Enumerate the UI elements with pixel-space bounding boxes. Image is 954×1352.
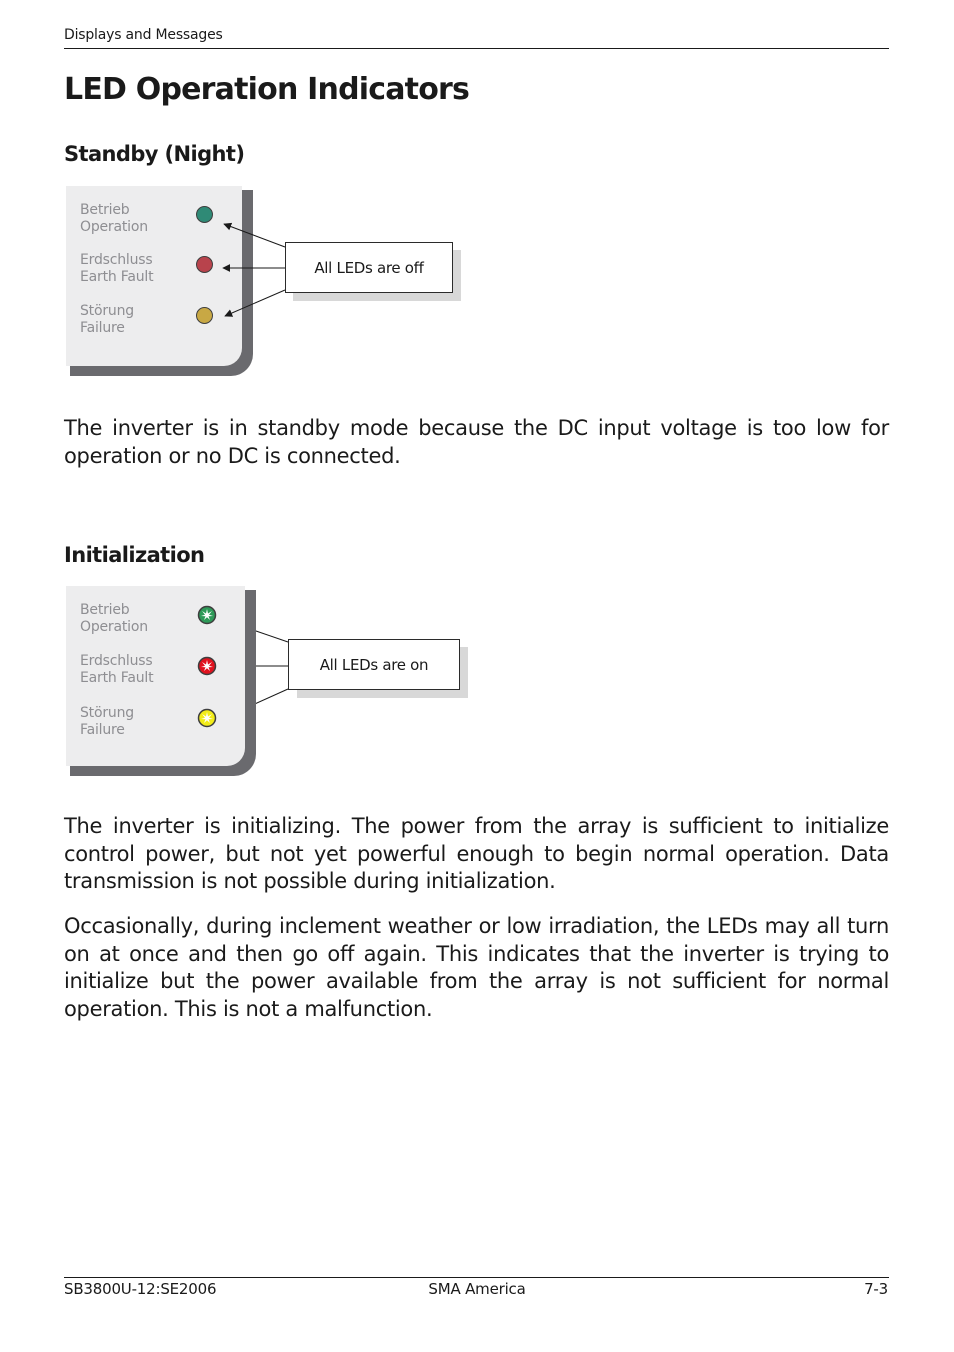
- led-label-de: Erdschluss: [80, 252, 153, 268]
- section-title-standby: Standby (Night): [64, 142, 245, 166]
- led-label-de: Störung: [80, 303, 134, 319]
- paragraph-initialization-1: The inverter is initializing. The power from the array is sufficient to initialize control power, but not yet powerful enough to begin normal operation. Data transmission is not possible during initialization.: [64, 814, 889, 893]
- led-label-en: Failure: [80, 320, 125, 336]
- panel-face: [66, 586, 245, 766]
- operation-led-lit-icon: [197, 605, 217, 625]
- arrow-to-failure: [225, 290, 285, 316]
- led-label-en: Earth Fault: [80, 269, 154, 285]
- callout-initialization: All LEDs are on: [288, 639, 460, 690]
- led-label-operation: [80, 602, 148, 636]
- led-label-de: Betrieb: [80, 602, 130, 618]
- footer-document-id: SB3800U-12:SE2006: [64, 1280, 217, 1298]
- footer-page-number: 7-3: [864, 1280, 888, 1298]
- paragraph-standby: The inverter is in standby mode because the DC input voltage is too low for operation or no DC is connected.: [64, 416, 889, 468]
- led-label-en: Failure: [80, 722, 125, 738]
- page-title: LED Operation Indicators: [64, 72, 470, 107]
- led-panel-initialization: [66, 586, 261, 786]
- led-label-earth-fault: [80, 653, 153, 687]
- running-header: Displays and Messages: [64, 27, 223, 43]
- earth-fault-led-lit-icon: [197, 656, 217, 676]
- failure-led-lit-icon: [197, 708, 217, 728]
- section-title-initialization: Initialization: [64, 543, 205, 567]
- led-label-de: Betrieb: [80, 202, 130, 218]
- footer-company: SMA America: [428, 1280, 526, 1298]
- led-label-failure: [80, 705, 134, 739]
- callout-standby: All LEDs are off: [285, 242, 453, 293]
- led-label-en: Operation: [80, 619, 148, 635]
- paragraph-initialization-2: Occasionally, during inclement weather or low irradiation, the LEDs may all turn on at once and then go off again. This indicates that the inverter is trying to initialize but the power available from the array is not sufficient for normal operation. This is not a malfunction.: [64, 914, 889, 1021]
- arrow-to-operation: [224, 224, 285, 247]
- led-label-en: Earth Fault: [80, 670, 154, 686]
- led-label-de: Erdschluss: [80, 653, 153, 669]
- led-label-en: Operation: [80, 219, 148, 235]
- led-label-de: Störung: [80, 705, 134, 721]
- footer-rule: [64, 1277, 889, 1278]
